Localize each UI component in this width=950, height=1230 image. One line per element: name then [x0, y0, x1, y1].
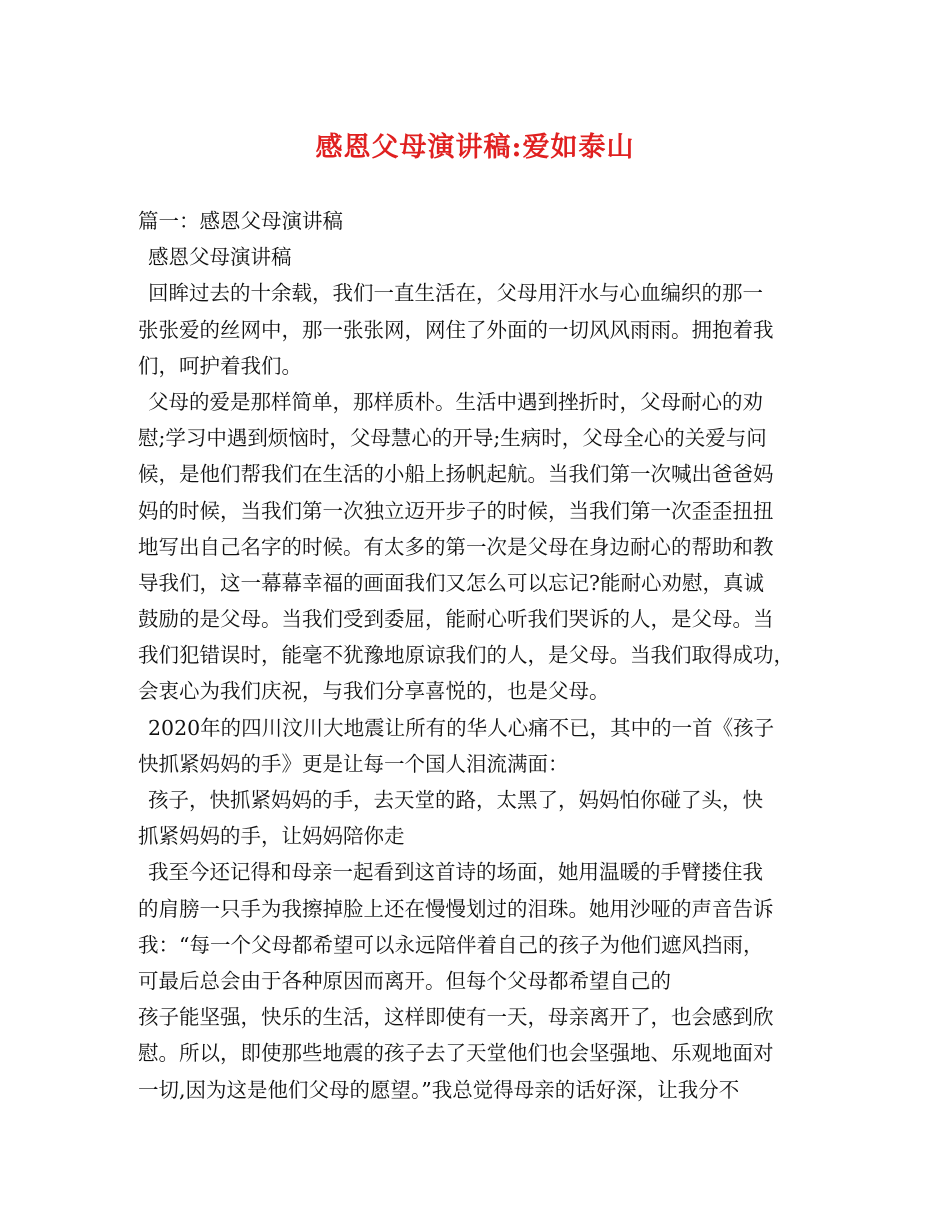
- text-line: 们，呵护着我们。: [138, 353, 302, 378]
- text-line: 张张爱的丝网中，那一张张网，网住了外面的一切风风雨雨。拥抱着我: [138, 317, 774, 342]
- text-line: 快抓紧妈妈的手》更是让每一个国人泪流满面：: [138, 751, 569, 776]
- text-line: 抓紧妈妈的手，让妈妈陪你走: [138, 824, 405, 849]
- text-line: 慰。所以，即使那些地震的孩子去了天堂他们也会坚强地、乐观地面对: [138, 1041, 774, 1066]
- text-line: 导我们，这一幕幕幸福的画面我们又怎么可以忘记?能耐心劝慰，真诚: [138, 570, 764, 595]
- text-line: 地写出自己名字的时候。有太多的第一次是父母在身边耐心的帮助和教: [138, 534, 774, 559]
- text-line: 感恩父母演讲稿: [148, 245, 292, 270]
- text-line: 可最后总会由于各种原因而离开。但每个父母都希望自己的: [138, 968, 671, 993]
- text-line: 我至今还记得和母亲一起看到这首诗的场面，她用温暖的手臂搂住我: [148, 860, 763, 885]
- text-line: 我们犯错误时，能毫不犹豫地原谅我们的人，是父母。当我们取得成功，: [138, 643, 794, 668]
- text-line: 妈的时候，当我们第一次独立迈开步子的时候，当我们第一次歪歪扭扭: [138, 498, 774, 523]
- text-line: 一切,因为这是他们父母的愿望。”我总觉得母亲的话好深，让我分不: [138, 1077, 740, 1102]
- text-line: 鼓励的是父母。当我们受到委屈，能耐心听我们哭诉的人，是父母。当: [138, 607, 774, 632]
- document-body: [138, 203, 828, 1108]
- document-title: 感恩父母演讲稿:爱如泰山: [315, 132, 635, 163]
- text-line: 孩子，快抓紧妈妈的手，去天堂的路，太黑了，妈妈怕你碰了头，快: [148, 788, 763, 812]
- text-line: 孩子能坚强，快乐的生活，这样即使有一天，母亲离开了，也会感到欣: [138, 1005, 774, 1030]
- text-line: 会衷心为我们庆祝，与我们分享喜悦的，也是父母。: [138, 679, 610, 704]
- text-line: 我：“每一个父母都希望可以永远陪伴着自己的孩子为他们遮风挡雨，: [138, 932, 764, 957]
- text-line: 2020年的四川汶川大地震让所有的华人心痛不已，其中的一首《孩子: [148, 715, 775, 740]
- text-line: 候，是他们帮我们在生活的小船上扬帆起航。当我们第一次喊出爸爸妈: [138, 462, 774, 487]
- text-line: 的肩膀一只手为我擦掉脸上还在慢慢划过的泪珠。她用沙哑的声音告诉: [138, 896, 774, 921]
- text-line: 回眸过去的十余载，我们一直生活在，父母用汗水与心血编织的那一: [148, 281, 763, 306]
- text-line: 篇一：感恩父母演讲稿: [138, 209, 343, 233]
- text-line: 慰;学习中遇到烦恼时，父母慧心的开导;生病时，父母全心的关爱与问: [138, 426, 767, 451]
- text-line: 父母的爱是那样简单，那样质朴。生活中遇到挫折时，父母耐心的劝: [148, 389, 763, 414]
